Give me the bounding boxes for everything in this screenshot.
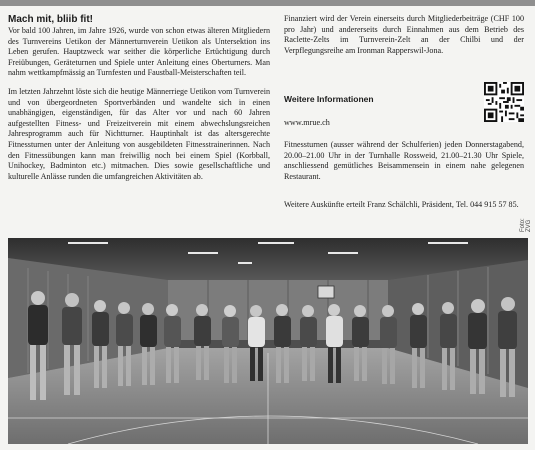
- article-paragraph-training: Fitnessturnen (ausser während der Schulferien) jeden Donnerstagabend, 20.00–21.00 Uhr in der Turnhalle Rossweid, 21.00–21.30 Uhr Spiele, anschliessend gemütliches Beisammensein in einem nahe gelegenen Restaurant.: [284, 140, 524, 181]
- article-paragraph-finance: Finanziert wird der Verein einerseits durch Mitgliederbeiträge (CHF 100 pro Jahr) und andererseits durch Einnahmen aus dem Betrieb des Raclette-Zelts im Turnverein-Zelt an der Chilbi und der Verpflegungsreihe am Ironman Rapperswil-Jona.: [284, 14, 524, 55]
- group-photo: [8, 238, 528, 444]
- photo-credit: Foto: ZVG: [520, 218, 532, 232]
- article-paragraph-contact: Weitere Auskünfte erteilt Franz Schälchli, Präsident, Tel. 044 915 57 85.: [284, 200, 519, 209]
- article-left-column: [8, 14, 270, 182]
- qr-code-icon: [484, 82, 524, 122]
- article-paragraph-present: Im letzten Jahrzehnt löste sich die heutige Männerriege Uetikon vom Turnverein und von übergeordneten Sportverbänden und wandelte sich in einen unabhängigen, eigenständigen, für das Alter vor und nach 60 Jahren aufgestellten Fitness- und Freizeitverein mit einem abwechslungsreichen Jahresprogramm auch für Nichtturner. Hauptinhalt ist das altersgerechte Fitnessturnen unter der Anleitung von ausgebildeten Fitnesstrainerinnen. Nach den Fitnessübungen kann man freiwillig noch bei einem Spiel (Korbball, Unihockey, Badminton etc.) mitmachen. Dies sowie gesellschaftliche und kulturelle Anlässe runden die umfangreichen Aktivitäten ab.: [8, 86, 270, 181]
- article-right-column: [284, 14, 524, 56]
- article-title: Mach mit, bliib fit!: [8, 14, 93, 25]
- info-heading: Weitere Informationen: [284, 94, 374, 104]
- article-paragraph-history: Vor bald 100 Jahren, im Jahre 1926, wurde von schon etwas älteren Mitgliedern des Turnvereins Uetikon der Männerturnverein Uetikon als Untersektion ins Leben gerufen. Hauptzweck war seither die körperliche Ertüchtigung durch Freiübungen, Geräteturnen und Spiele unter Anleitung eines Oberturners. Man nahm wettkampfmässig an Turnfesten und Faustball-Meisterschaften teil.: [8, 26, 270, 78]
- club-website-link[interactable]: www.mrue.ch: [284, 118, 330, 127]
- top-banner-strip: [0, 0, 535, 6]
